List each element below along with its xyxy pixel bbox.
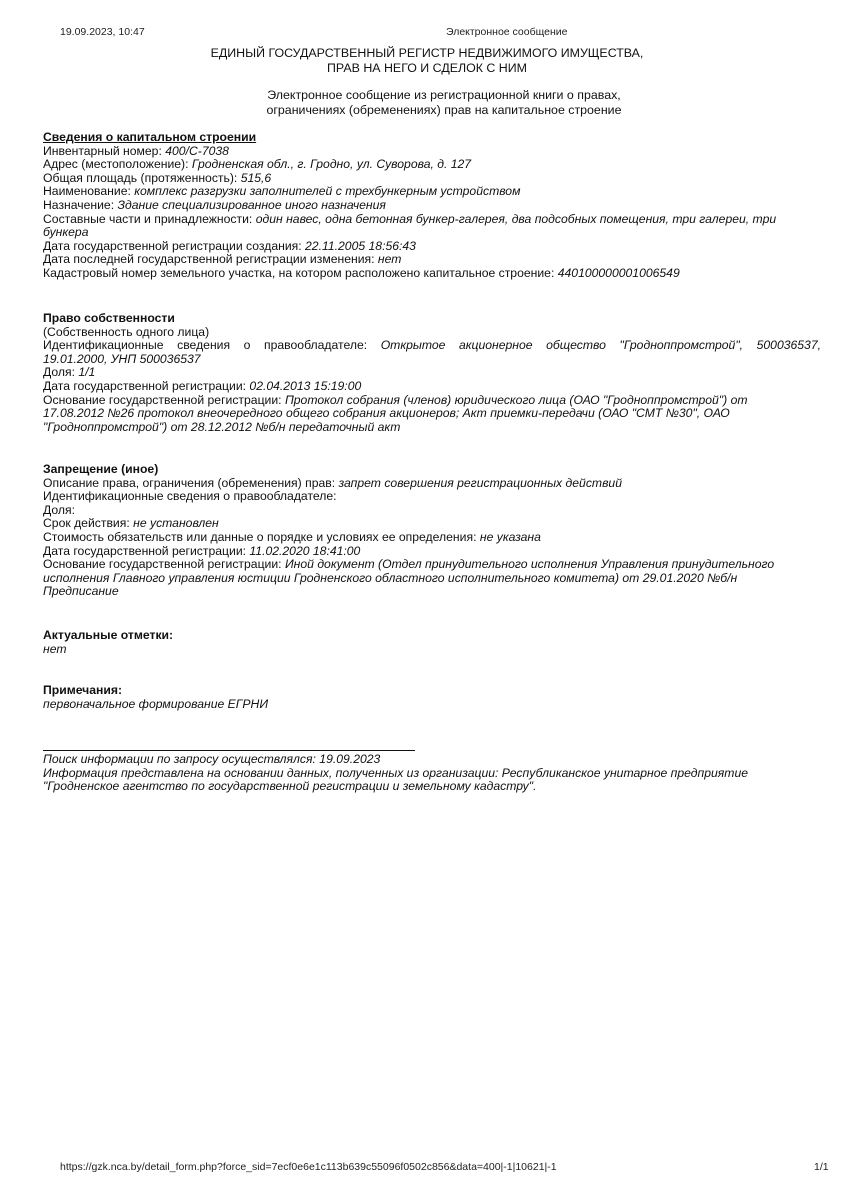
search-info: Поиск информации по запросу осуществлялся: 19.09.2023 bbox=[43, 752, 381, 766]
ownership-section bbox=[43, 312, 821, 434]
cadastral-label: Кадастровый номер земельного участка, на котором расположено капитальное строение: bbox=[43, 265, 558, 280]
prohibition-desc-label: Описание права, ограничения (обременения) прав: bbox=[43, 475, 339, 490]
prohibition-desc-value: запрет совершения регистрационных действий bbox=[338, 475, 622, 490]
footer-page-number: 1/1 bbox=[814, 1161, 829, 1173]
ownership-reg-date-row bbox=[43, 380, 821, 394]
parts-label: Составные части и принадлежности: bbox=[43, 211, 256, 226]
changed-value: нет bbox=[377, 252, 402, 267]
ownership-holder-row bbox=[43, 339, 821, 353]
ownership-basis-label: Основание государственной регистрации: bbox=[43, 392, 285, 407]
ownership-type: (Собственность одного лица) bbox=[43, 324, 210, 339]
prohibition-basis-row bbox=[43, 558, 821, 572]
prohibition-basis-value-1: Иной документ (Отдел принудительного исполнения Управления принудительного bbox=[284, 557, 775, 572]
cadastral-row bbox=[43, 267, 821, 281]
title-line-1: ЕДИНЫЙ ГОСУДАРСТВЕННЫЙ РЕГИСТР НЕДВИЖИМОГО ИМУЩЕСТВА, bbox=[210, 46, 644, 60]
area-value: 515,6 bbox=[240, 170, 272, 185]
marks-heading: Актуальные отметки: bbox=[43, 628, 174, 642]
prohibition-term-label: Срок действия: bbox=[43, 516, 134, 531]
created-row bbox=[43, 240, 821, 254]
prohibition-heading: Запрещение (иное) bbox=[43, 462, 159, 476]
prohibition-cost-label: Стоимость обязательств или данные о порядке и условиях ее определения: bbox=[43, 529, 480, 544]
ownership-share-value: 1/1 bbox=[78, 365, 96, 380]
inventory-number-row bbox=[43, 145, 821, 159]
marks-section bbox=[43, 629, 821, 656]
title-line-2: ПРАВ НА НЕГО И СДЕЛОК С НИМ bbox=[327, 61, 527, 75]
notes-heading: Примечания: bbox=[43, 683, 123, 697]
ownership-share-row bbox=[43, 366, 821, 380]
ownership-holder-label: Идентификационные сведения о правообладателе: bbox=[43, 338, 381, 353]
parts-value: один навес, одна бетонная бункер-галерея, два подсобных помещения, три галереи, три бункера bbox=[43, 211, 777, 240]
parts-row bbox=[43, 213, 821, 240]
building-section bbox=[43, 131, 821, 281]
source-info-1: Информация представлена на основании данных, полученных из организации: Республиканское унитарное предприятие bbox=[43, 765, 749, 780]
purpose-label: Назначение: bbox=[43, 197, 118, 212]
prohibition-basis-value-2: исполнения Главного управления юстиции Гродненского областного исполнительного комитета) от 29.01.2020 №б/н bbox=[43, 570, 738, 585]
marks-value: нет bbox=[43, 641, 67, 656]
prohibition-term-value: не установлен bbox=[133, 516, 219, 531]
cadastral-value: 440100000001006549 bbox=[557, 265, 680, 280]
ownership-basis-value-1: Протокол собрания (членов) юридического лица (ОАО "Гродноппромстрой") от bbox=[284, 392, 748, 407]
prohibition-reg-date-value: 11.02.2020 18:41:00 bbox=[249, 543, 361, 558]
prohibition-cost-value: не указана bbox=[479, 529, 541, 544]
created-label: Дата государственной регистрации создания: bbox=[43, 238, 306, 253]
notes-value: первоначальное формирование ЕГРНИ bbox=[43, 696, 269, 711]
ownership-reg-date-value: 02.04.2013 15:19:00 bbox=[249, 378, 362, 393]
subtitle-line-2: ограничениях (обременениях) прав на капитальное строение bbox=[266, 103, 622, 117]
area-row bbox=[43, 172, 821, 186]
purpose-value: Здание специализированное иного назначения bbox=[117, 197, 386, 212]
address-label: Адрес (местоположение): bbox=[43, 157, 192, 172]
ownership-basis-value-3: "Гродноппромстрой") от 28.12.2012 №б/н передаточный акт bbox=[43, 419, 401, 434]
prohibition-reg-date-label: Дата государственной регистрации: bbox=[43, 543, 250, 558]
ownership-basis-row bbox=[43, 394, 821, 408]
address-value: Гродненская обл., г. Гродно, ул. Суворова, д. 127 bbox=[191, 157, 472, 172]
area-label: Общая площадь (протяженность): bbox=[43, 170, 241, 185]
inventory-label: Инвентарный номер: bbox=[43, 143, 166, 158]
document-subtitle bbox=[17, 88, 854, 118]
name-row bbox=[43, 185, 821, 199]
name-value: комплекс разгрузки заполнителей с трехбункерным устройством bbox=[134, 184, 521, 199]
prohibition-cost-row bbox=[43, 531, 821, 545]
footer-url: https://gzk.nca.by/detail_form.php?force_sid=7ecf0e6e1c113b639c55096f0502c856&data=400|-1|10621|-1 bbox=[60, 1161, 557, 1173]
building-heading: Сведения о капитальном строении bbox=[43, 130, 257, 144]
prohibition-desc-row bbox=[43, 477, 821, 491]
notes-section bbox=[43, 684, 821, 711]
ownership-heading: Право собственности bbox=[43, 311, 175, 325]
ownership-share-label: Доля: bbox=[43, 365, 79, 380]
prohibition-reg-date-row bbox=[43, 545, 821, 559]
print-datetime: 19.09.2023, 10:47 bbox=[60, 26, 145, 38]
changed-row bbox=[43, 253, 821, 267]
document-title bbox=[0, 46, 854, 76]
inventory-value: 400/C-7038 bbox=[165, 143, 229, 158]
ownership-holder-value-1: Открытое акционерное общество "Гродноппромстрой", 500036537, bbox=[380, 338, 821, 353]
changed-label: Дата последней государственной регистрации изменения: bbox=[43, 252, 378, 267]
prohibition-term-row bbox=[43, 517, 821, 531]
created-value: 22.11.2005 18:56:43 bbox=[305, 238, 416, 253]
source-info-2: "Гродненское агентство по государственной регистрации и земельному кадастру". bbox=[43, 779, 537, 794]
info-section bbox=[43, 753, 821, 794]
ownership-holder-value-2: 19.01.2000, УНП 500036537 bbox=[43, 351, 201, 366]
print-doc-type: Электронное сообщение bbox=[446, 26, 568, 38]
purpose-row bbox=[43, 199, 821, 213]
separator-rule bbox=[43, 750, 415, 751]
prohibition-section bbox=[43, 463, 821, 599]
prohibition-basis-value-3: Предписание bbox=[43, 584, 119, 599]
name-label: Наименование: bbox=[43, 184, 135, 199]
ownership-reg-date-label: Дата государственной регистрации: bbox=[43, 378, 250, 393]
prohibition-holder-label: Идентификационные сведения о правообладателе: bbox=[43, 489, 337, 504]
subtitle-line-1: Электронное сообщение из регистрационной книги о правах, bbox=[267, 88, 621, 102]
prohibition-basis-label: Основание государственной регистрации: bbox=[43, 557, 285, 572]
address-row bbox=[43, 158, 821, 172]
ownership-basis-value-2: 17.08.2012 №26 протокол внеочередного общего собрания акционеров; Акт приемки-передачи (ОАО "СМТ №30", ОАО bbox=[43, 406, 730, 421]
prohibition-share-label: Доля: bbox=[43, 502, 75, 517]
